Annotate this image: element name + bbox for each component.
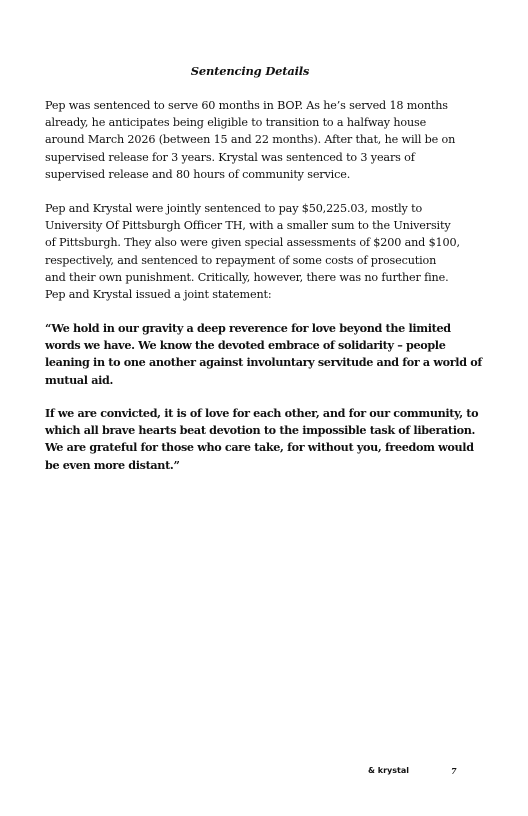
paragraph-line: respectively, and sentenced to repayment of some costs of prosecution bbox=[45, 253, 437, 267]
statement-quote-part-2 bbox=[45, 405, 479, 474]
paragraph-line: supervised release for 3 years. Krystal was sentenced to 3 years of bbox=[45, 150, 415, 164]
quote-line: “We hold in our gravity a deep reverence for love beyond the limited bbox=[45, 321, 451, 335]
quote-line: leaning in to one another against involuntary servitude and for a world of bbox=[45, 355, 482, 370]
paragraph-line: and their own punishment. Critically, however, there was no further fine. bbox=[45, 270, 449, 284]
quote-line: We are grateful for those who care take, for without you, freedom would bbox=[45, 440, 474, 455]
paragraph-line: around March 2026 (between 15 and 22 months). After that, he will be on bbox=[45, 133, 456, 147]
paragraph-line: already, he anticipates being eligible to transition to a halfway house bbox=[45, 116, 427, 130]
quote-line: If we are convicted, it is of love for each other, and for our community, to bbox=[45, 406, 479, 420]
quote-line: words we have. We know the devoted embrace of solidarity – people bbox=[45, 338, 446, 353]
paragraph-line: University Of Pittsburgh Officer TH, with a smaller sum to the University bbox=[45, 219, 451, 233]
statement-quote-part-1 bbox=[45, 320, 482, 389]
footer-running-title: & krystal bbox=[368, 766, 409, 775]
paragraph-line: Pep was sentenced to serve 60 months in BOP. As he’s served 18 months bbox=[45, 99, 448, 112]
quote-line: be even more distant.” bbox=[45, 457, 180, 472]
quote-line: which all brave hearts beat devotion to the impossible task of liberation. bbox=[45, 423, 476, 438]
section-heading: Sentencing Details bbox=[190, 64, 310, 78]
paragraph-line: supervised release and 80 hours of community service. bbox=[45, 167, 351, 181]
quote-line: mutual aid. bbox=[45, 372, 114, 387]
restitution-paragraph bbox=[45, 200, 465, 303]
sentence-paragraph bbox=[45, 97, 465, 183]
paragraph-line: Pep and Krystal were jointly sentenced to pay $50,225.03, mostly to bbox=[45, 202, 423, 215]
page-number: 7 bbox=[451, 766, 457, 776]
paragraph-line: of Pittsburgh. They also were given special assessments of $200 and $100, bbox=[45, 236, 460, 250]
paragraph-line: Pep and Krystal issued a joint statement: bbox=[45, 288, 272, 302]
